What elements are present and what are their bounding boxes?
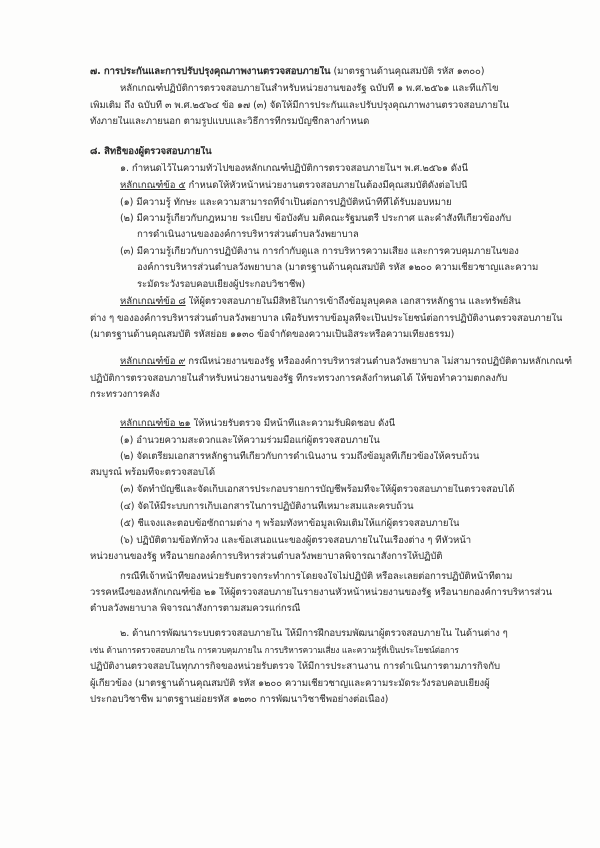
rule-5-label: หลักเกณฑ์ข้อ ๕	[120, 180, 186, 191]
qualification-2: (๒) มีความรู้เกี่ยวกับกฎหมาย ระเบียบ ข้อบังคับ มติคณะรัฐมนตรี ประกาศ และคำสั่งที่เกี่ยวข้องกับ	[120, 213, 512, 224]
duty-5: (๕) ชี้แจงและตอบข้อซักถามต่าง ๆ พร้อมทั้งหาข้อมูลเพิ่มเติมให้แก่ผู้ตรวจสอบภายใน	[120, 518, 460, 529]
rule-8-cont: ต่าง ๆ ขององค์การบริหารส่วนตำบลวังพยาบาล เพื่อรับทราบข้อมูลที่จะเป็นประโยชน์ต่อการปฏิบัติงานตรวจสอบภายใน	[90, 313, 563, 324]
section-7-standard: (มาตรฐานด้านคุณสมบัติ รหัส ๑๓๐๐)	[330, 66, 485, 77]
duty-6: (๖) ปฏิบัติตามข้อทักท้วง และข้อเสนอแนะของผู้ตรวจสอบภายในในเรื่องต่าง ๆ ที่หัวหน้า	[120, 535, 471, 546]
rule-21-text: ให้หน่วยรับตรวจ มีหน้าที่และความรับผิดชอบ ดังนี้	[190, 418, 396, 429]
rule-9-text: กรณีหน่วยงานของรัฐ หรือองค์การบริหารส่วนตำบลวังพยาบาล ไม่สามารถปฏิบัติตามหลักเกณฑ์	[185, 356, 572, 367]
section-7-text-line: ทั้งภายในและภายนอก ตามรูปแบบและวิธีการที่กรมบัญชีกลางกำหนด	[90, 116, 370, 127]
rule-21-label: หลักเกณฑ์ข้อ ๒๑	[120, 418, 191, 429]
duty-1: (๑) อำนวยความสะดวกและให้ความร่วมมือแก่ผู้ตรวจสอบภายใน	[120, 435, 380, 446]
item-1-intro: ๑. กำหนดไว้ในความทั่วไปของหลักเกณฑ์ปฏิบัติการตรวจสอบภายในฯ พ.ศ.๒๕๖๑ ดังนี้	[120, 163, 468, 174]
section-7-heading-line	[90, 66, 484, 78]
failure-clause: กรณีที่เจ้าหน้าที่ของหน่วยรับตรวจกระทำการโดยจงใจไม่ปฏิบัติ หรือละเลยต่อการปฏิบัติหน้าที่ตาม	[120, 571, 513, 582]
section-7-heading: ๗. การประกันและการปรับปรุงคุณภาพงานตรวจสอบภายใน	[90, 66, 331, 77]
qualification-2-cont: การดำเนินงานขององค์การบริหารส่วนตำบลวังพยาบาล	[137, 229, 359, 240]
item-2-cont: ผู้เกี่ยวข้อง (มาตรฐานด้านคุณสมบัติ รหัส ๑๒๐๐ ความเชี่ยวชาญและความระมัดระวังรอบคอบเยี่ยงผู้	[90, 678, 490, 689]
rule-9-cont: ปฏิบัติการตรวจสอบภายในสำหรับหน่วยงานของรัฐ ที่กระทรวงการคลังกำหนดได้ ให้ขอทำความตกลงกับ	[90, 373, 508, 384]
duty-6-cont: หน่วยงานของรัฐ หรือนายกองค์การบริหารส่วนตำบลวังพยาบาลพิจารณาสั่งการให้ปฏิบัติ	[90, 551, 443, 562]
item-2-cont: ปฏิบัติงานตรวจสอบในทุกภารกิจของหน่วยรับตรวจ ให้มีการประสานงาน การดำเนินการตามภารกิจกับ	[90, 661, 500, 672]
duty-4: (๔) จัดให้มีระบบการเก็บเอกสารในการปฏิบัติงานที่เหมาะสมและครบถ้วน	[120, 501, 414, 512]
rule-8-label: หลักเกณฑ์ข้อ ๘	[120, 296, 186, 307]
rule-8-text: ให้ผู้ตรวจสอบภายในมีสิทธิในการเข้าถึงข้อมูลบุคคล เอกสารหลักฐาน และทรัพย์สิน	[185, 296, 521, 307]
rule-21-line	[120, 418, 395, 430]
rule-8-line	[120, 296, 521, 308]
rule-5-line	[120, 180, 467, 192]
qualification-3-cont: องค์การบริหารส่วนตำบลวังพยาบาล (มาตรฐานด้านคุณสมบัติ รหัส ๑๒๐๐ ความเชี่ยวชาญและความ	[137, 262, 539, 273]
qualification-1: (๑) มีความรู้ ทักษะ และความสามารถที่จำเป็นต่อการปฏิบัติหน้าที่ที่ได้รับมอบหมาย	[120, 197, 452, 208]
rule-5-text: กำหนดให้หัวหน้าหน่วยงานตรวจสอบภายในต้องมีคุณสมบัติดังต่อไปนี้	[185, 180, 468, 191]
section-8-heading: ๘. สิทธิของผู้ตรวจสอบภายใน	[90, 146, 212, 157]
failure-clause-cont: ตำบลวังพยาบาล พิจารณาสั่งการตามสมควรแก่กรณี	[90, 603, 301, 614]
section-7-text-line: เพิ่มเติม ถึง ฉบับที่ ๓ พ.ศ.๒๕๖๔ ข้อ ๑๗ (๓) จัดให้มีการประกันและปรับปรุงคุณภาพงานตรวจสอบภายใน	[90, 100, 509, 111]
rule-8-cont: (มาตรฐานด้านคุณสมบัติ รหัสย่อย ๑๑๓๐ ข้อจำกัดของความเป็นอิสระหรือความเที่ยงธรรม)	[90, 329, 455, 340]
qualification-3: (๓) มีความรู้เกี่ยวกับการปฏิบัติงาน การกำกับดูแล การบริหารความเสี่ยง และการควบคุมภายในของ	[120, 246, 519, 257]
rule-9-label: หลักเกณฑ์ข้อ ๙	[120, 356, 186, 367]
rule-9-cont: กระทรวงการคลัง	[90, 389, 160, 400]
section-7-text-line: หลักเกณฑ์ปฏิบัติการตรวจสอบภายในสำหรับหน่วยงานของรัฐ ฉบับที่ ๑ พ.ศ.๒๕๖๑ และที่แก้ไข	[120, 83, 499, 94]
item-2-cont: ประกอบวิชาชีพ มาตรฐานย่อยรหัส ๑๒๓๐ การพัฒนาวิชาชีพอย่างต่อเนื่อง)	[90, 694, 389, 705]
failure-clause-cont: วรรคหนึ่งของหลักเกณฑ์ข้อ ๒๑ ให้ผู้ตรวจสอบภายในรายงานหัวหน้าหน่วยงานของรัฐ หรือนายกองค์การบริหารส่วน	[90, 587, 553, 598]
duty-2-cont: สมบูรณ์ พร้อมที่จะตรวจสอบได้	[90, 467, 215, 478]
item-2: ๒. ด้านการพัฒนาระบบตรวจสอบภายใน ให้มีการฝึกอบรมพัฒนาผู้ตรวจสอบภายใน ในด้านต่าง ๆ	[120, 628, 508, 639]
rule-9-line	[120, 356, 572, 368]
duty-2: (๒) จัดเตรียมเอกสารหลักฐานที่เกี่ยวกับการดำเนินงาน รวมถึงข้อมูลที่เกี่ยวข้องให้ครบถ้วน	[120, 451, 480, 462]
duty-3: (๓) จัดทำบัญชีและจัดเก็บเอกสารประกอบรายการบัญชีพร้อมที่จะให้ผู้ตรวจสอบภายในตรวจสอบได้	[120, 484, 515, 495]
item-2-cont: เช่น ด้านการตรวจสอบภายใน การควบคุมภายใน การบริหารความเสี่ยง และความรู้ที่เป็นประโยชน์ต่อการ	[90, 645, 459, 655]
qualification-3-cont: ระมัดระวังรอบคอบเยี่ยงผู้ประกอบวิชาชีพ)	[137, 279, 306, 290]
